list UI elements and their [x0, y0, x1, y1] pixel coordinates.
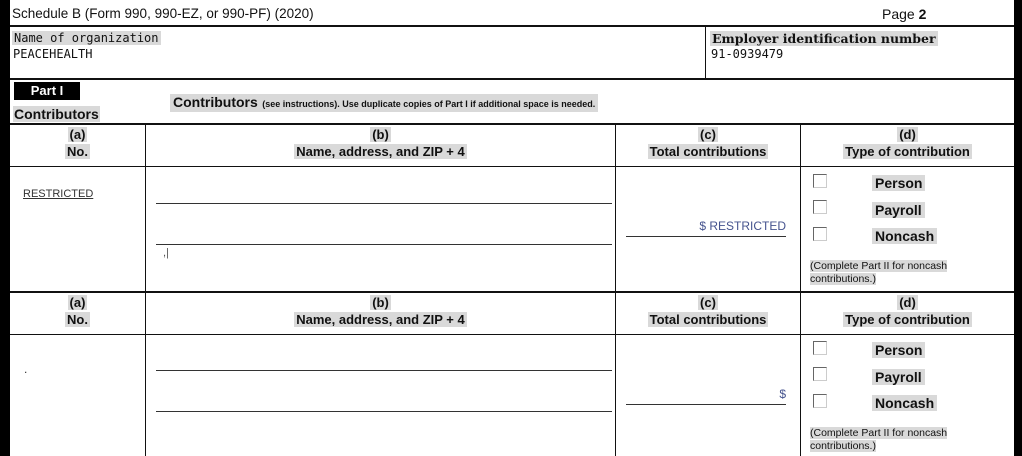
ein-label: Employer identification number: [712, 31, 936, 46]
col-c-header: (c) Total contributions: [649, 127, 767, 159]
col-d-header: (d) Type of contribution: [845, 127, 970, 159]
entry-1-payroll-checkbox[interactable]: [813, 200, 827, 214]
entry-2-noncash-label: Noncash: [872, 395, 937, 411]
col-b-header: (b) Name, address, and ZIP + 4: [296, 127, 465, 159]
page-number: Page 2: [882, 6, 927, 22]
entry-1-name-line[interactable]: [156, 203, 612, 204]
col-a-header: (a) No.: [67, 127, 88, 159]
org-name-value: PEACEHEALTH: [13, 47, 93, 61]
col-b-header-2: (b) Name, address, and ZIP + 4: [296, 295, 465, 327]
org-name-label: Name of organization: [14, 31, 159, 45]
entry-2-payroll-label: Payroll: [872, 369, 925, 385]
schedule-b-page: [10, 0, 1014, 456]
contributors-label: Contributors: [14, 106, 99, 122]
entry-1-person-checkbox[interactable]: [813, 174, 827, 188]
entry-1-payroll-label: Payroll: [872, 202, 925, 218]
entry-2-noncash-note: (Complete Part II for noncash contributions.): [810, 427, 948, 452]
entry-1-city-marker: ,|: [163, 247, 169, 259]
entry-1-address-line[interactable]: [156, 244, 612, 245]
entry-2-noncash-checkbox[interactable]: [813, 394, 827, 408]
entry-1-noncash-label: Noncash: [872, 228, 937, 244]
entry-1-person-label: Person: [872, 175, 925, 191]
part-title: Contributors (see instructions). Use duplicate copies of Part I if additional space is needed.: [170, 94, 598, 112]
col-a-header-2: (a) No.: [67, 295, 88, 327]
col-d-header-2: (d) Type of contribution: [845, 295, 970, 327]
ein-value: 91-0939479: [711, 47, 784, 61]
entry-1-number[interactable]: RESTRICTED: [23, 188, 94, 200]
entry-1-total[interactable]: $ RESTRICTED: [699, 219, 786, 233]
entry-2-number[interactable]: .: [24, 362, 28, 376]
col-c-header-2: (c) Total contributions: [649, 295, 767, 327]
entry-2-person-label: Person: [872, 342, 925, 358]
entry-2-address-line[interactable]: [156, 411, 612, 412]
part-badge: Part I: [14, 82, 80, 100]
entry-1-noncash-note: (Complete Part II for noncash contributions.): [810, 260, 948, 285]
entry-2-person-checkbox[interactable]: [813, 341, 827, 355]
entry-2-name-line[interactable]: [156, 370, 612, 371]
form-title: Schedule B (Form 990, 990-EZ, or 990-PF) (2020): [12, 6, 314, 21]
entry-1-noncash-checkbox[interactable]: [813, 227, 827, 241]
entry-2-payroll-checkbox[interactable]: [813, 367, 827, 381]
entry-2-total[interactable]: $: [779, 387, 786, 401]
